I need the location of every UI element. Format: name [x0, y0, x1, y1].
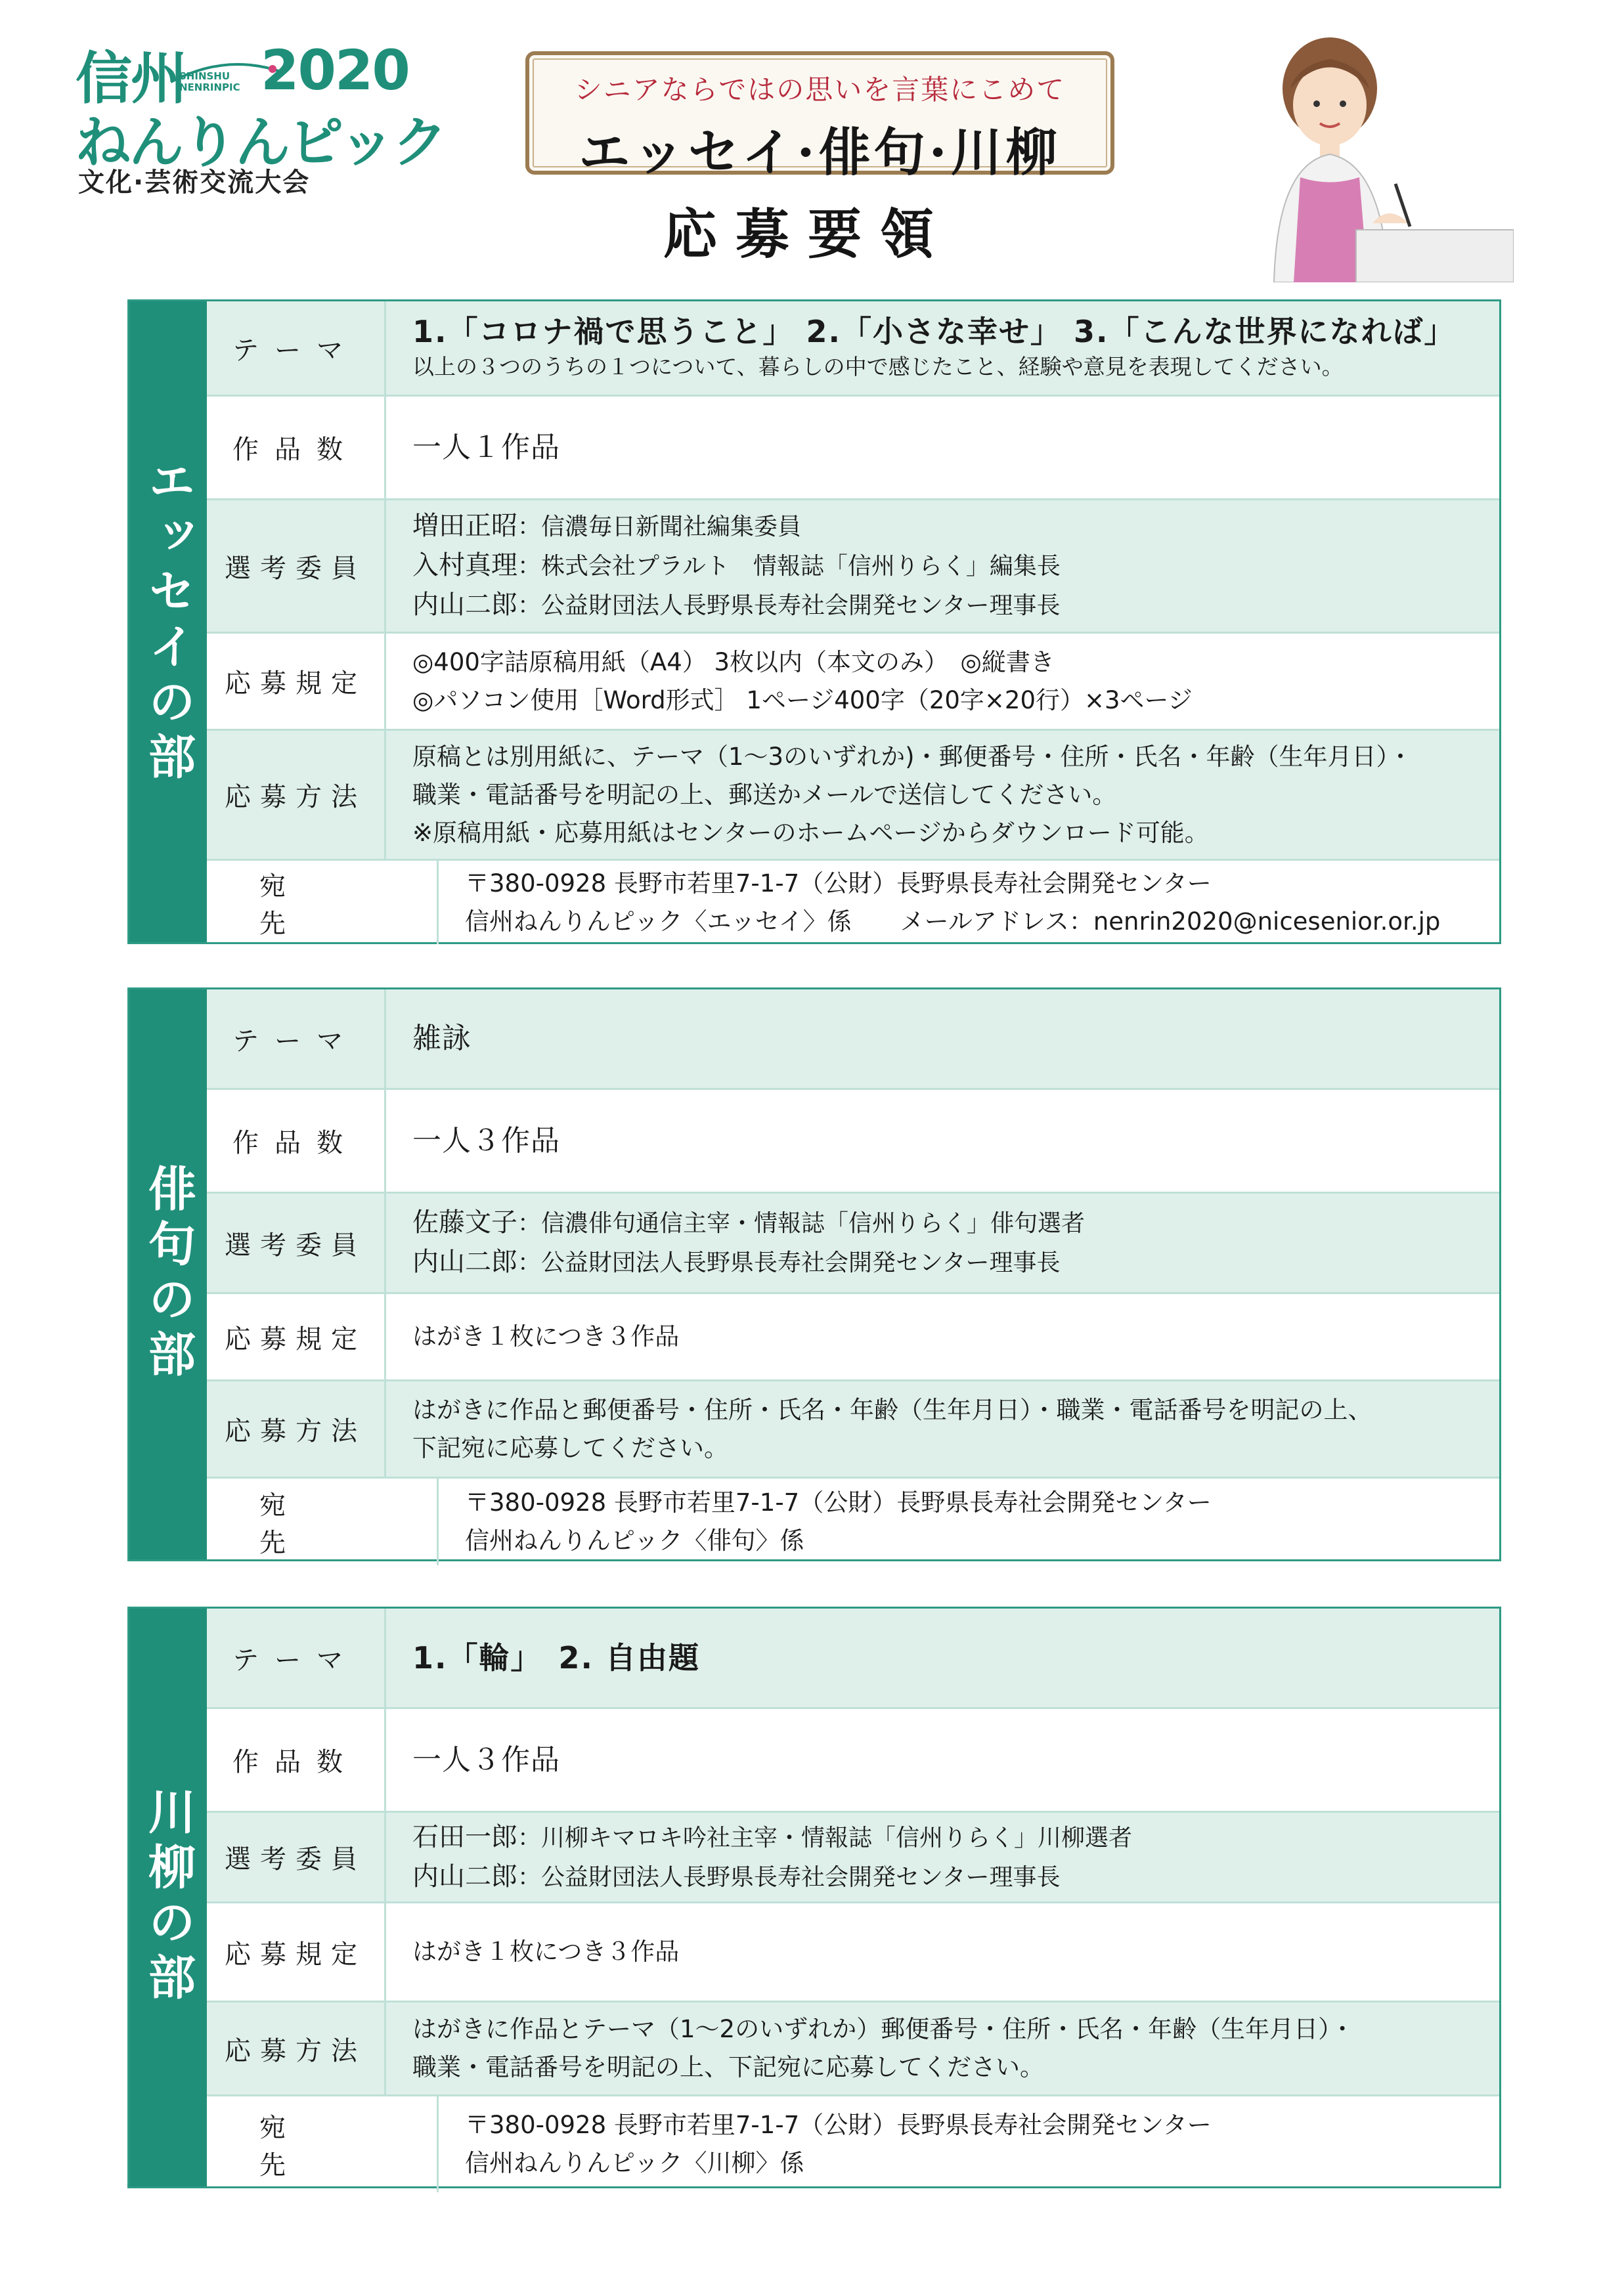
woman-writing-illustration	[1238, 26, 1514, 282]
essay-count: 一人１作品	[412, 430, 560, 464]
judge-line: 入村真理：株式会社プラルト 情報誌「信州りらく」編集長	[412, 550, 1061, 580]
row-label: テーマ	[207, 1609, 386, 1707]
essay-address-line: 〒380-0928 長野市若里7-1-7（公財）長野県長寿社会開発センター	[465, 869, 1212, 898]
senryu-address-row	[207, 2094, 1499, 2192]
title-main: エッセイ·俳句·川柳	[579, 123, 1061, 183]
row-label: 応募方法	[207, 731, 386, 859]
haiku-rule: はがき１枚につき３作品	[412, 1322, 680, 1351]
senryu-method-line: 職業・電話番号を明記の上、下記宛に応募してください。	[412, 2053, 1044, 2081]
row-label: 応募方法	[207, 2003, 386, 2094]
senryu-judges-row	[207, 1811, 1499, 1901]
essay-method-line: 職業・電話番号を明記の上、郵送かメールで送信してください。	[412, 780, 1117, 809]
essay-method-line: ※原稿用紙・応募用紙はセンターのホームページからダウンロード可能。	[412, 818, 1209, 847]
essay-rule: ◎400字詰原稿用紙（A4） 3枚以内（本文のみ） ◎縦書き	[412, 647, 1055, 676]
row-label: 応募規定	[207, 634, 386, 729]
essay-section-label: エッセイの部	[129, 301, 207, 942]
row-label: 宛先	[207, 861, 439, 944]
title-subtitle: シニアならではの思いを言葉にこめて	[574, 74, 1066, 106]
haiku-address-line: 信州ねんりんピック〈俳句〉係	[465, 1527, 804, 1555]
senryu-rule: はがき１枚につき３作品	[412, 1938, 680, 1966]
logo-sub: SHINSHU NENRINPIC	[179, 70, 240, 93]
senryu-section	[127, 1607, 1501, 2188]
haiku-theme: 雑詠	[412, 1022, 472, 1055]
essay-rules-row	[207, 632, 1499, 729]
senryu-address-line: 〒380-0928 長野市若里7-1-7（公財）長野県長寿社会開発センター	[465, 2111, 1212, 2139]
essay-judges-row	[207, 498, 1499, 632]
haiku-section	[127, 987, 1501, 1561]
senryu-count-row	[207, 1707, 1499, 1811]
senryu-theme: 1.「輪」 2. 自由題	[412, 1640, 700, 1676]
haiku-method-line: はがきに作品と郵便番号・住所・氏名・年齢（生年月日）・職業・電話番号を明記の上、	[412, 1395, 1372, 1424]
haiku-theme-row	[207, 989, 1499, 1088]
haiku-address-line: 〒380-0928 長野市若里7-1-7（公財）長野県長寿社会開発センター	[465, 1488, 1212, 1517]
senryu-section-label: 川柳の部	[129, 1609, 207, 2186]
essay-theme-note: 以上の３つのうちの１つについて、暮らしの中で感じたこと、経験や意見を表現してください。	[412, 354, 1344, 379]
row-label: 応募規定	[207, 1294, 386, 1379]
senryu-address-line: 信州ねんりんピック〈川柳〉係	[465, 2149, 804, 2177]
senryu-count: 一人３作品	[412, 1743, 560, 1777]
row-label: 宛先	[207, 2096, 439, 2192]
row-label: テーマ	[207, 989, 386, 1088]
essay-section	[127, 299, 1501, 944]
judge-line: 内山二郎：公益財団法人長野県長寿社会開発センター理事長	[412, 1247, 1061, 1277]
row-label: 作品数	[207, 1090, 386, 1192]
judge-line: 石田一郎：川柳キマロキ吟社主宰・情報誌「信州りらく」川柳選者	[412, 1821, 1133, 1852]
row-label: 応募規定	[207, 1903, 386, 2001]
row-label: 作品数	[207, 1709, 386, 1811]
essay-address-row	[207, 859, 1499, 944]
page-heading: 応募要領	[663, 203, 953, 266]
senryu-rules-row	[207, 1901, 1499, 2001]
judge-line: 内山二郎：公益財団法人長野県長寿社会開発センター理事長	[412, 1861, 1061, 1892]
essay-rule: ◎パソコン使用［Word形式］ 1ページ400字（20字×20行）×3ページ	[412, 685, 1193, 714]
row-label: 選考委員	[207, 1813, 386, 1901]
logo-shinshu: 信州	[76, 46, 186, 112]
row-label: 応募方法	[207, 1381, 386, 1477]
essay-theme: 1.「コロナ禍で思うこと」 2.「小さな幸せ」 3.「こんな世界になれば」	[412, 314, 1456, 349]
row-label: 作品数	[207, 397, 386, 498]
title-frame	[525, 51, 1114, 183]
row-label: 選考委員	[207, 1194, 386, 1292]
essay-method-line: 原稿とは別用紙に、テーマ（1～3のいずれか)・郵便番号・住所・氏名・年齢（生年月日）・	[412, 742, 1413, 771]
haiku-method-row	[207, 1379, 1499, 1477]
logo-year: 2020	[261, 38, 409, 102]
senryu-method-line: はがきに作品とテーマ（1～2のいずれか）郵便番号・住所・氏名・年齢（生年月日）・	[412, 2015, 1355, 2043]
row-label: テーマ	[207, 301, 386, 395]
row-label: 宛先	[207, 1479, 439, 1565]
judge-line: 増田正昭：信濃毎日新聞社編集委員	[412, 511, 802, 541]
logo-nenrin: ねんりんピック	[76, 110, 446, 175]
senryu-theme-row	[207, 1609, 1499, 1707]
haiku-count-row	[207, 1088, 1499, 1192]
essay-method-row	[207, 729, 1499, 859]
haiku-method-line: 下記宛に応募してください。	[412, 1433, 728, 1462]
nenrinpic-logo	[76, 33, 446, 198]
haiku-rules-row	[207, 1292, 1499, 1379]
essay-theme-row	[207, 301, 1499, 395]
essay-count-row	[207, 395, 1499, 498]
haiku-count: 一人３作品	[412, 1123, 560, 1158]
senryu-method-row	[207, 2001, 1499, 2094]
haiku-section-label: 俳句の部	[129, 989, 207, 1559]
judge-line: 内山二郎：公益財団法人長野県長寿社会開発センター理事長	[412, 590, 1061, 620]
haiku-address-row	[207, 1477, 1499, 1565]
essay-address-line: 信州ねんりんピック〈エッセイ〉係 メールアドレス：nenrin2020@nicesenior.or.jp	[465, 907, 1441, 936]
logo-tagline: 文化·芸術交流大会	[78, 167, 311, 198]
row-label: 選考委員	[207, 500, 386, 632]
judge-line: 佐藤文子：信濃俳句通信主宰・情報誌「信州りらく」俳句選者	[412, 1207, 1086, 1238]
haiku-judges-row	[207, 1192, 1499, 1292]
